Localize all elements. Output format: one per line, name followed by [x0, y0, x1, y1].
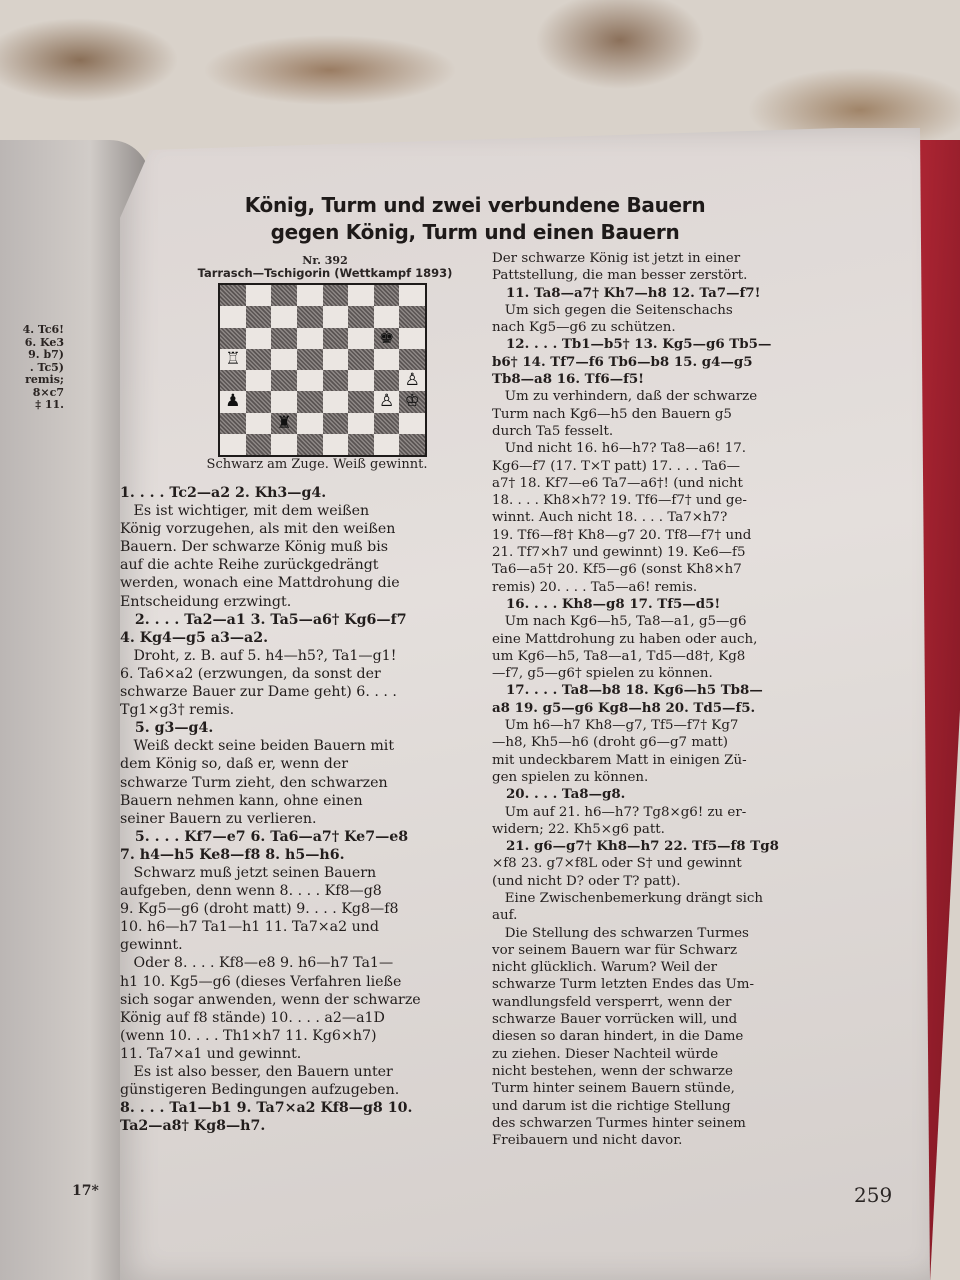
text-line: 4. Kg4—g5 a3—a2. [120, 629, 269, 646]
board-square-e3 [323, 391, 349, 412]
board-square-e5 [323, 349, 349, 370]
board-square-a4 [220, 370, 246, 391]
board-square-b2 [246, 413, 272, 434]
previous-page-snippets [4, 324, 64, 412]
chess-piece-h3: ♔ [404, 391, 420, 412]
board-square-c8 [271, 285, 297, 306]
text-line: b6† 14. Tf7—f6 Tb6—b8 15. g4—g5 [492, 353, 753, 370]
board-square-a2 [220, 413, 246, 434]
board-square-c5 [271, 349, 297, 370]
text-line: Turm hinter seinem Bauern stünde, [492, 1081, 735, 1097]
text-line: widern; 22. Kh5×g6 patt. [492, 821, 665, 837]
text-line: a8 19. g5—g6 Kg8—h8 20. Td5—f5. [492, 699, 756, 716]
board-square-d3 [297, 391, 323, 412]
text-line: Ta6—a5† 20. Kf5—g6 (sonst Kh8×h7 [492, 562, 742, 578]
text-line: seiner Bauern zu verlieren. [120, 810, 317, 827]
problem-game: Tarrasch—Tschigorin (Wettkampf 1893) [197, 266, 453, 280]
board-square-d7 [297, 306, 323, 327]
page-number: 259 [854, 1183, 893, 1207]
text-line: 11. Ta7×a1 und gewinnt. [120, 1045, 302, 1062]
board-square-g1 [374, 434, 400, 455]
board-square-f5 [348, 349, 374, 370]
text-line: Um h6—h7 Kh8—g7, Tf5—f7† Kg7 [492, 718, 739, 734]
chess-piece-c2: ♜ [276, 412, 292, 433]
text-line: nach Kg5—g6 zu schützen. [492, 320, 676, 336]
board-square-g2 [374, 413, 400, 434]
chess-piece-g6: ♚ [378, 327, 395, 348]
text-line: Der schwarze König ist jetzt in einer [492, 251, 741, 266]
board-square-e2 [323, 413, 349, 434]
page-title [240, 192, 710, 246]
text-line: aufgeben, denn wenn 8. . . . Kf8—g8 [120, 883, 382, 900]
text-line: —h8, Kh5—h6 (droht g6—g7 matt) [492, 735, 729, 751]
board-square-e6 [323, 328, 349, 349]
board-square-f2 [348, 413, 374, 434]
board-square-d6 [297, 328, 323, 349]
text-line: Schwarz muß jetzt seinen Bauern [120, 864, 377, 881]
right-text-column [492, 250, 887, 1149]
text-line: Weiß deckt seine beiden Bauern mit [120, 738, 395, 755]
previous-page-line: 6. Ke3 [24, 336, 64, 349]
text-line: (und nicht D? oder T? patt). [492, 873, 681, 889]
text-line: Pattstellung, die man besser zerstört. [492, 268, 748, 284]
text-line: 21. g6—g7† Kh8—h7 22. Tf5—f8 Tg8 [492, 838, 779, 855]
board-square-b3 [246, 391, 272, 412]
board-square-h8 [399, 285, 425, 306]
text-line: Tg1×g3† remis. [120, 702, 235, 719]
board-square-c4 [271, 370, 297, 391]
text-line: gen spielen zu können. [492, 769, 649, 785]
previous-page-line: 8×c7 [32, 386, 64, 399]
text-line: schwarze Turm zieht, den schwarzen [120, 774, 388, 791]
previous-page-line: 4. Tc6! [22, 324, 64, 336]
board-square-a8 [220, 285, 246, 306]
text-line: 19. Tf6—f8† Kh8—g7 20. Tf8—f7† und [492, 527, 752, 543]
text-line: 2. . . . Ta2—a1 3. Ta5—a6† Kg6—f7 [120, 611, 407, 628]
text-line: Es ist also besser, den Bauern unter [120, 1064, 393, 1080]
previous-page-line: . Tc5) [29, 361, 64, 374]
board-square-e1 [323, 434, 349, 455]
chess-diagram [218, 283, 427, 457]
board-square-h2 [399, 413, 425, 434]
board-square-d5 [297, 349, 323, 370]
text-line: 8. . . . Ta1—b1 9. Ta7×a2 Kf8—g8 10. [120, 1100, 413, 1117]
title-line-2: gegen König, Turm und einen Bauern [270, 220, 680, 244]
text-line: 1. . . . Tc2—a2 2. Kh3—g4. [120, 485, 327, 501]
text-line: winnt. Auch nicht 18. . . . Ta7×h7? [492, 510, 728, 526]
left-text-column [120, 484, 480, 1135]
text-line: König vorzugehen, als mit den weißen [120, 521, 396, 538]
title-line-1: König, Turm und zwei verbundene Bauern [244, 193, 706, 217]
board-square-f6 [348, 328, 374, 349]
text-line: des schwarzen Turmes hinter seinem [492, 1115, 746, 1131]
board-square-c1 [271, 434, 297, 455]
text-line: —f7, g5—g6† spielen zu können. [492, 666, 713, 682]
board-square-a5 [220, 349, 246, 370]
text-line: Um auf 21. h6—h7? Tg8×g6! zu er- [492, 804, 747, 820]
text-line: auf. [492, 908, 518, 924]
board-square-h5 [399, 349, 425, 370]
text-line: 5. g3—g4. [120, 720, 214, 737]
problem-number: Nr. 392 [302, 254, 348, 267]
text-line: 9. Kg5—g6 (droht matt) 9. . . . Kg8—f8 [120, 901, 399, 918]
board-square-d1 [297, 434, 323, 455]
text-line: 21. Tf7×h7 und gewinnt) 19. Ke6—f5 [492, 545, 746, 561]
text-line: Die Stellung des schwarzen Turmes [492, 925, 749, 941]
text-line: a7† 18. Kf7—e6 Ta7—a6†! (und nicht [492, 475, 743, 491]
text-line: König auf f8 stände) 10. . . . a2—a1D [120, 1009, 385, 1026]
board-square-a6 [220, 328, 246, 349]
text-line: zu ziehen. Dieser Nachteil würde [492, 1046, 719, 1062]
board-square-g6 [374, 328, 400, 349]
board-square-f1 [348, 434, 374, 455]
text-line: auf die achte Reihe zurückgedrängt [120, 557, 379, 574]
text-line: 18. . . . Kh8×h7? 19. Tf6—f7† und ge- [492, 493, 747, 509]
board-square-f4 [348, 370, 374, 391]
board-square-h4 [399, 370, 425, 391]
text-line: ×f8 23. g7×f8L oder S† und gewinnt [492, 856, 742, 872]
board-square-c3 [271, 391, 297, 412]
text-line: Oder 8. . . . Kf8—e8 9. h6—h7 Ta1— [120, 955, 394, 972]
text-line: 6. Ta6×a2 (erzwungen, da sonst der [120, 665, 381, 682]
signature-mark: 17* [72, 1183, 99, 1199]
text-line: Um nach Kg6—h5, Ta8—a1, g5—g6 [492, 614, 747, 630]
board-square-c6 [271, 328, 297, 349]
board-square-h1 [399, 434, 425, 455]
text-line: Und nicht 16. h6—h7? Ta8—a6! 17. [492, 441, 747, 457]
text-line: Um zu verhindern, daß der schwarze [492, 389, 758, 405]
chess-piece-h4: ♙ [404, 370, 420, 391]
board-square-h3 [399, 391, 425, 412]
text-line: gewinnt. [120, 937, 183, 954]
board-square-e8 [323, 285, 349, 306]
board-square-g5 [374, 349, 400, 370]
previous-page-line: remis; [25, 374, 64, 386]
text-line: Um sich gegen die Seitenschachs [492, 302, 733, 318]
chess-piece-g3: ♙ [378, 391, 395, 412]
text-line: 11. Ta8—a7† Kh7—h8 12. Ta7—f7! [492, 284, 761, 301]
text-line: durch Ta5 fesselt. [492, 423, 614, 439]
text-line: 7. h4—h5 Ke8—f8 8. h5—h6. [120, 846, 345, 863]
text-line: 20. . . . Ta8—g8. [492, 786, 626, 803]
board-square-d8 [297, 285, 323, 306]
board-square-f7 [348, 306, 374, 327]
text-line: Bauern nehmen kann, ohne einen [120, 792, 363, 809]
text-line: werden, wonach eine Mattdrohung die [120, 575, 400, 592]
board-square-b1 [246, 434, 272, 455]
text-line: Turm nach Kg6—h5 den Bauern g5 [492, 406, 732, 422]
board-square-g7 [374, 306, 400, 327]
board-square-b8 [246, 285, 272, 306]
text-line: 17. . . . Ta8—b8 18. Kg6—h5 Tb8— [492, 682, 763, 699]
problem-header [180, 254, 470, 280]
text-line: und darum ist die richtige Stellung [492, 1098, 731, 1114]
text-line: vor seinem Bauern war für Schwarz [492, 942, 738, 958]
text-line: Ta2—a8† Kg8—h7. [120, 1118, 266, 1135]
text-line: (wenn 10. . . . Th1×h7 11. Kg6×h7) [120, 1027, 377, 1044]
text-line: 16. . . . Kh8—g8 17. Tf5—d5! [492, 595, 721, 612]
text-line: schwarze Bauer vorrücken will, und [492, 1012, 738, 1028]
board-square-b6 [246, 328, 272, 349]
text-line: eine Mattdrohung zu haben oder auch, [492, 631, 758, 647]
text-line: Tb8—a8 16. Tf6—f5! [492, 371, 645, 388]
board-square-g8 [374, 285, 400, 306]
text-line: sich sogar anwenden, wenn der schwarze [120, 991, 421, 1008]
board-square-a1 [220, 434, 246, 455]
board-square-h7 [399, 306, 425, 327]
text-line: h1 10. Kg5—g6 (dieses Verfahren ließe [120, 973, 402, 990]
board-square-b4 [246, 370, 272, 391]
text-line: Freibauern und nicht davor. [492, 1133, 683, 1149]
board-square-e7 [323, 306, 349, 327]
text-line: Droht, z. B. auf 5. h4—h5?, Ta1—g1! [120, 647, 397, 664]
text-line: remis) 20. . . . Ta5—a6! remis. [492, 579, 698, 595]
text-line: Entscheidung erzwingt. [120, 593, 292, 610]
text-line: diesen so daran hindert, in die Dame [492, 1029, 744, 1045]
board-square-h6 [399, 328, 425, 349]
text-line: Bauern. Der schwarze König muß bis [120, 539, 389, 556]
text-line: 12. . . . Tb1—b5† 13. Kg5—g6 Tb5— [492, 336, 772, 353]
text-line: wandlungsfeld versperrt, wenn der [492, 994, 732, 1010]
previous-page-line: 9. b7) [28, 349, 64, 361]
board-square-g3 [374, 391, 400, 412]
board-square-c7 [271, 306, 297, 327]
text-line: nicht glücklich. Warum? Weil der [492, 960, 718, 976]
board-square-a7 [220, 306, 246, 327]
chess-piece-a3: ♟ [225, 391, 241, 412]
board-square-b7 [246, 306, 272, 327]
text-line: um Kg6—h5, Ta8—a1, Td5—d8†, Kg8 [492, 648, 746, 664]
text-line: günstigeren Bedingungen aufzugeben. [120, 1082, 400, 1099]
board-square-b5 [246, 349, 272, 370]
text-line: 5. . . . Kf7—e7 6. Ta6—a7† Ke7—e8 [120, 828, 409, 845]
diagram-caption: Schwarz am Zuge. Weiß gewinnt. [206, 457, 428, 472]
board-square-e4 [323, 370, 349, 391]
text-line: Kg6—f7 (17. T×T patt) 17. . . . Ta6— [492, 458, 741, 474]
text-line: 10. h6—h7 Ta1—h1 11. Ta7×a2 und [120, 919, 379, 936]
chess-piece-a5: ♖ [225, 348, 241, 369]
previous-page-line: ‡ 11. [35, 399, 64, 411]
board-square-c2 [271, 413, 297, 434]
board-square-d4 [297, 370, 323, 391]
text-line: Es ist wichtiger, mit dem weißen [120, 503, 370, 520]
board-square-d2 [297, 413, 323, 434]
board-square-a3 [220, 391, 246, 412]
text-line: nicht bestehen, wenn der schwarze [492, 1063, 733, 1079]
board-square-f8 [348, 285, 374, 306]
text-line: mit undeckbarem Matt in einigen Zü- [492, 752, 747, 768]
text-line: Eine Zwischenbemerkung drängt sich [492, 890, 764, 906]
board-square-g4 [374, 370, 400, 391]
board-square-f3 [348, 391, 374, 412]
text-line: schwarze Turm letzten Endes das Um- [492, 977, 755, 993]
text-line: schwarze Bauer zur Dame geht) 6. . . . [120, 684, 397, 701]
text-line: dem König so, daß er, wenn der [120, 756, 349, 773]
